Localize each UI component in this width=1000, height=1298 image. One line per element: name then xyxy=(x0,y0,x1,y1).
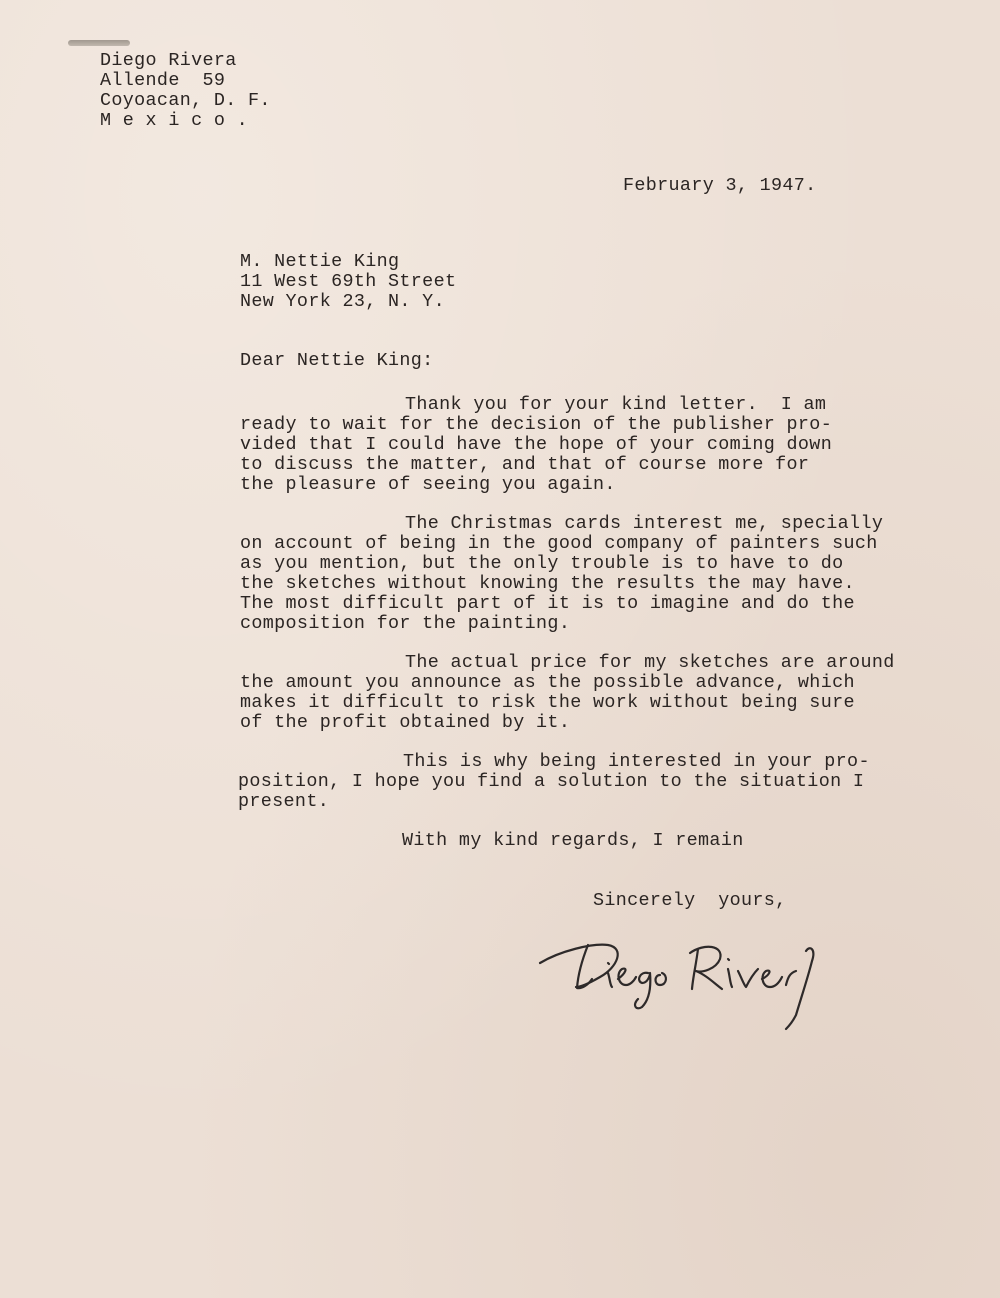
sender-name: Diego Rivera xyxy=(100,50,237,71)
paragraph-line: the sketches without knowing the results the may have. xyxy=(240,573,855,594)
recipient-name: M. Nettie King xyxy=(240,251,400,272)
sender-country: M e x i c o . xyxy=(100,110,249,131)
paragraph-line: Thank you for your kind letter. I am xyxy=(405,394,827,415)
paragraph-line: composition for the painting. xyxy=(240,613,571,634)
paragraph-line: makes it difficult to risk the work without being sure xyxy=(240,692,855,713)
paragraph-line: present. xyxy=(238,791,330,812)
paragraph-line: on account of being in the good company of painters such xyxy=(240,533,878,554)
paragraph-line: ready to wait for the decision of the publisher pro- xyxy=(240,414,833,435)
paragraph-line: The actual price for my sketches are around xyxy=(405,652,895,673)
paragraph-line: The most difficult part of it is to imagine and do the xyxy=(240,593,855,614)
letter-date: February 3, 1947. xyxy=(623,175,817,196)
paragraph-line: This is why being interested in your pro- xyxy=(403,751,870,772)
signature-image xyxy=(530,915,830,1035)
paragraph-line: The Christmas cards interest me, specially xyxy=(405,513,884,534)
paragraph-line: position, I hope you find a solution to the situation I xyxy=(238,771,865,792)
paragraph-line: the pleasure of seeing you again. xyxy=(240,474,616,495)
sender-street: Allende 59 xyxy=(100,70,226,91)
paragraph-line: to discuss the matter, and that of course more for xyxy=(240,454,810,475)
sender-city: Coyoacan, D. F. xyxy=(100,90,271,111)
valediction: Sincerely yours, xyxy=(593,890,787,911)
paragraph-line: of the profit obtained by it. xyxy=(240,712,571,733)
paperclip-mark xyxy=(68,40,130,46)
salutation: Dear Nettie King: xyxy=(240,350,434,371)
closing-line: With my kind regards, I remain xyxy=(402,830,744,851)
paragraph-line: vided that I could have the hope of your coming down xyxy=(240,434,833,455)
recipient-street: 11 West 69th Street xyxy=(240,271,457,292)
recipient-city: New York 23, N. Y. xyxy=(240,291,445,312)
paragraph-line: as you mention, but the only trouble is to have to do xyxy=(240,553,844,574)
paragraph-line: the amount you announce as the possible advance, which xyxy=(240,672,855,693)
